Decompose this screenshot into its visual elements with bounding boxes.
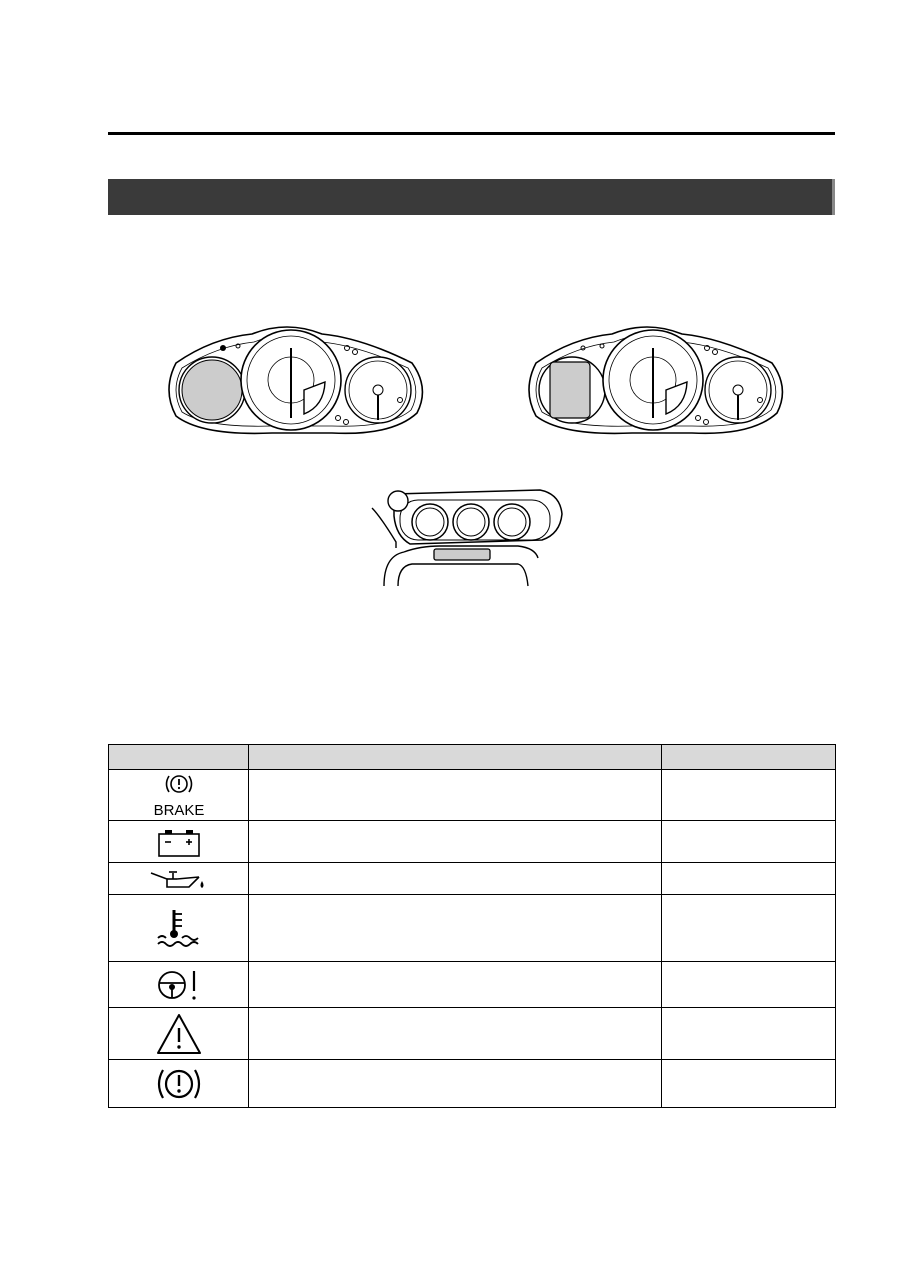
table-row [109, 1008, 836, 1060]
brake-icon-text: BRAKE [153, 802, 204, 818]
section-title [108, 188, 120, 205]
section-title-bar [108, 179, 835, 215]
row-description [249, 821, 662, 863]
row-description [249, 1060, 662, 1108]
power-steering-icon [154, 965, 204, 1005]
electric-parking-brake-icon [151, 1064, 207, 1104]
row-description [249, 1008, 662, 1060]
table-row [109, 962, 836, 1008]
row-page [662, 770, 836, 821]
table-header-row [109, 745, 836, 770]
dashboard-illustration [370, 486, 570, 588]
table-row [109, 770, 836, 821]
row-page [662, 962, 836, 1008]
row-description [249, 863, 662, 895]
header-warning [249, 745, 662, 770]
table-row [109, 1060, 836, 1108]
instrument-cluster-right [522, 318, 790, 440]
row-page [662, 1060, 836, 1108]
master-warning-icon [154, 1011, 204, 1057]
row-page [662, 821, 836, 863]
row-page [662, 895, 836, 962]
coolant-temperature-icon [154, 906, 204, 950]
table-row [109, 895, 836, 962]
table-row [109, 821, 836, 863]
brake-warning-icon [154, 772, 204, 818]
row-description [249, 962, 662, 1008]
header-page [662, 745, 836, 770]
row-page [662, 1008, 836, 1060]
oil-pressure-icon [147, 867, 211, 891]
row-description [249, 770, 662, 821]
header-signal [109, 745, 249, 770]
table-row [109, 863, 836, 895]
battery-charging-icon [154, 826, 204, 858]
instrument-cluster-left [162, 318, 430, 440]
row-description [249, 895, 662, 962]
row-page [662, 863, 836, 895]
top-rule [108, 132, 835, 135]
warning-indicator-table [108, 744, 836, 1108]
